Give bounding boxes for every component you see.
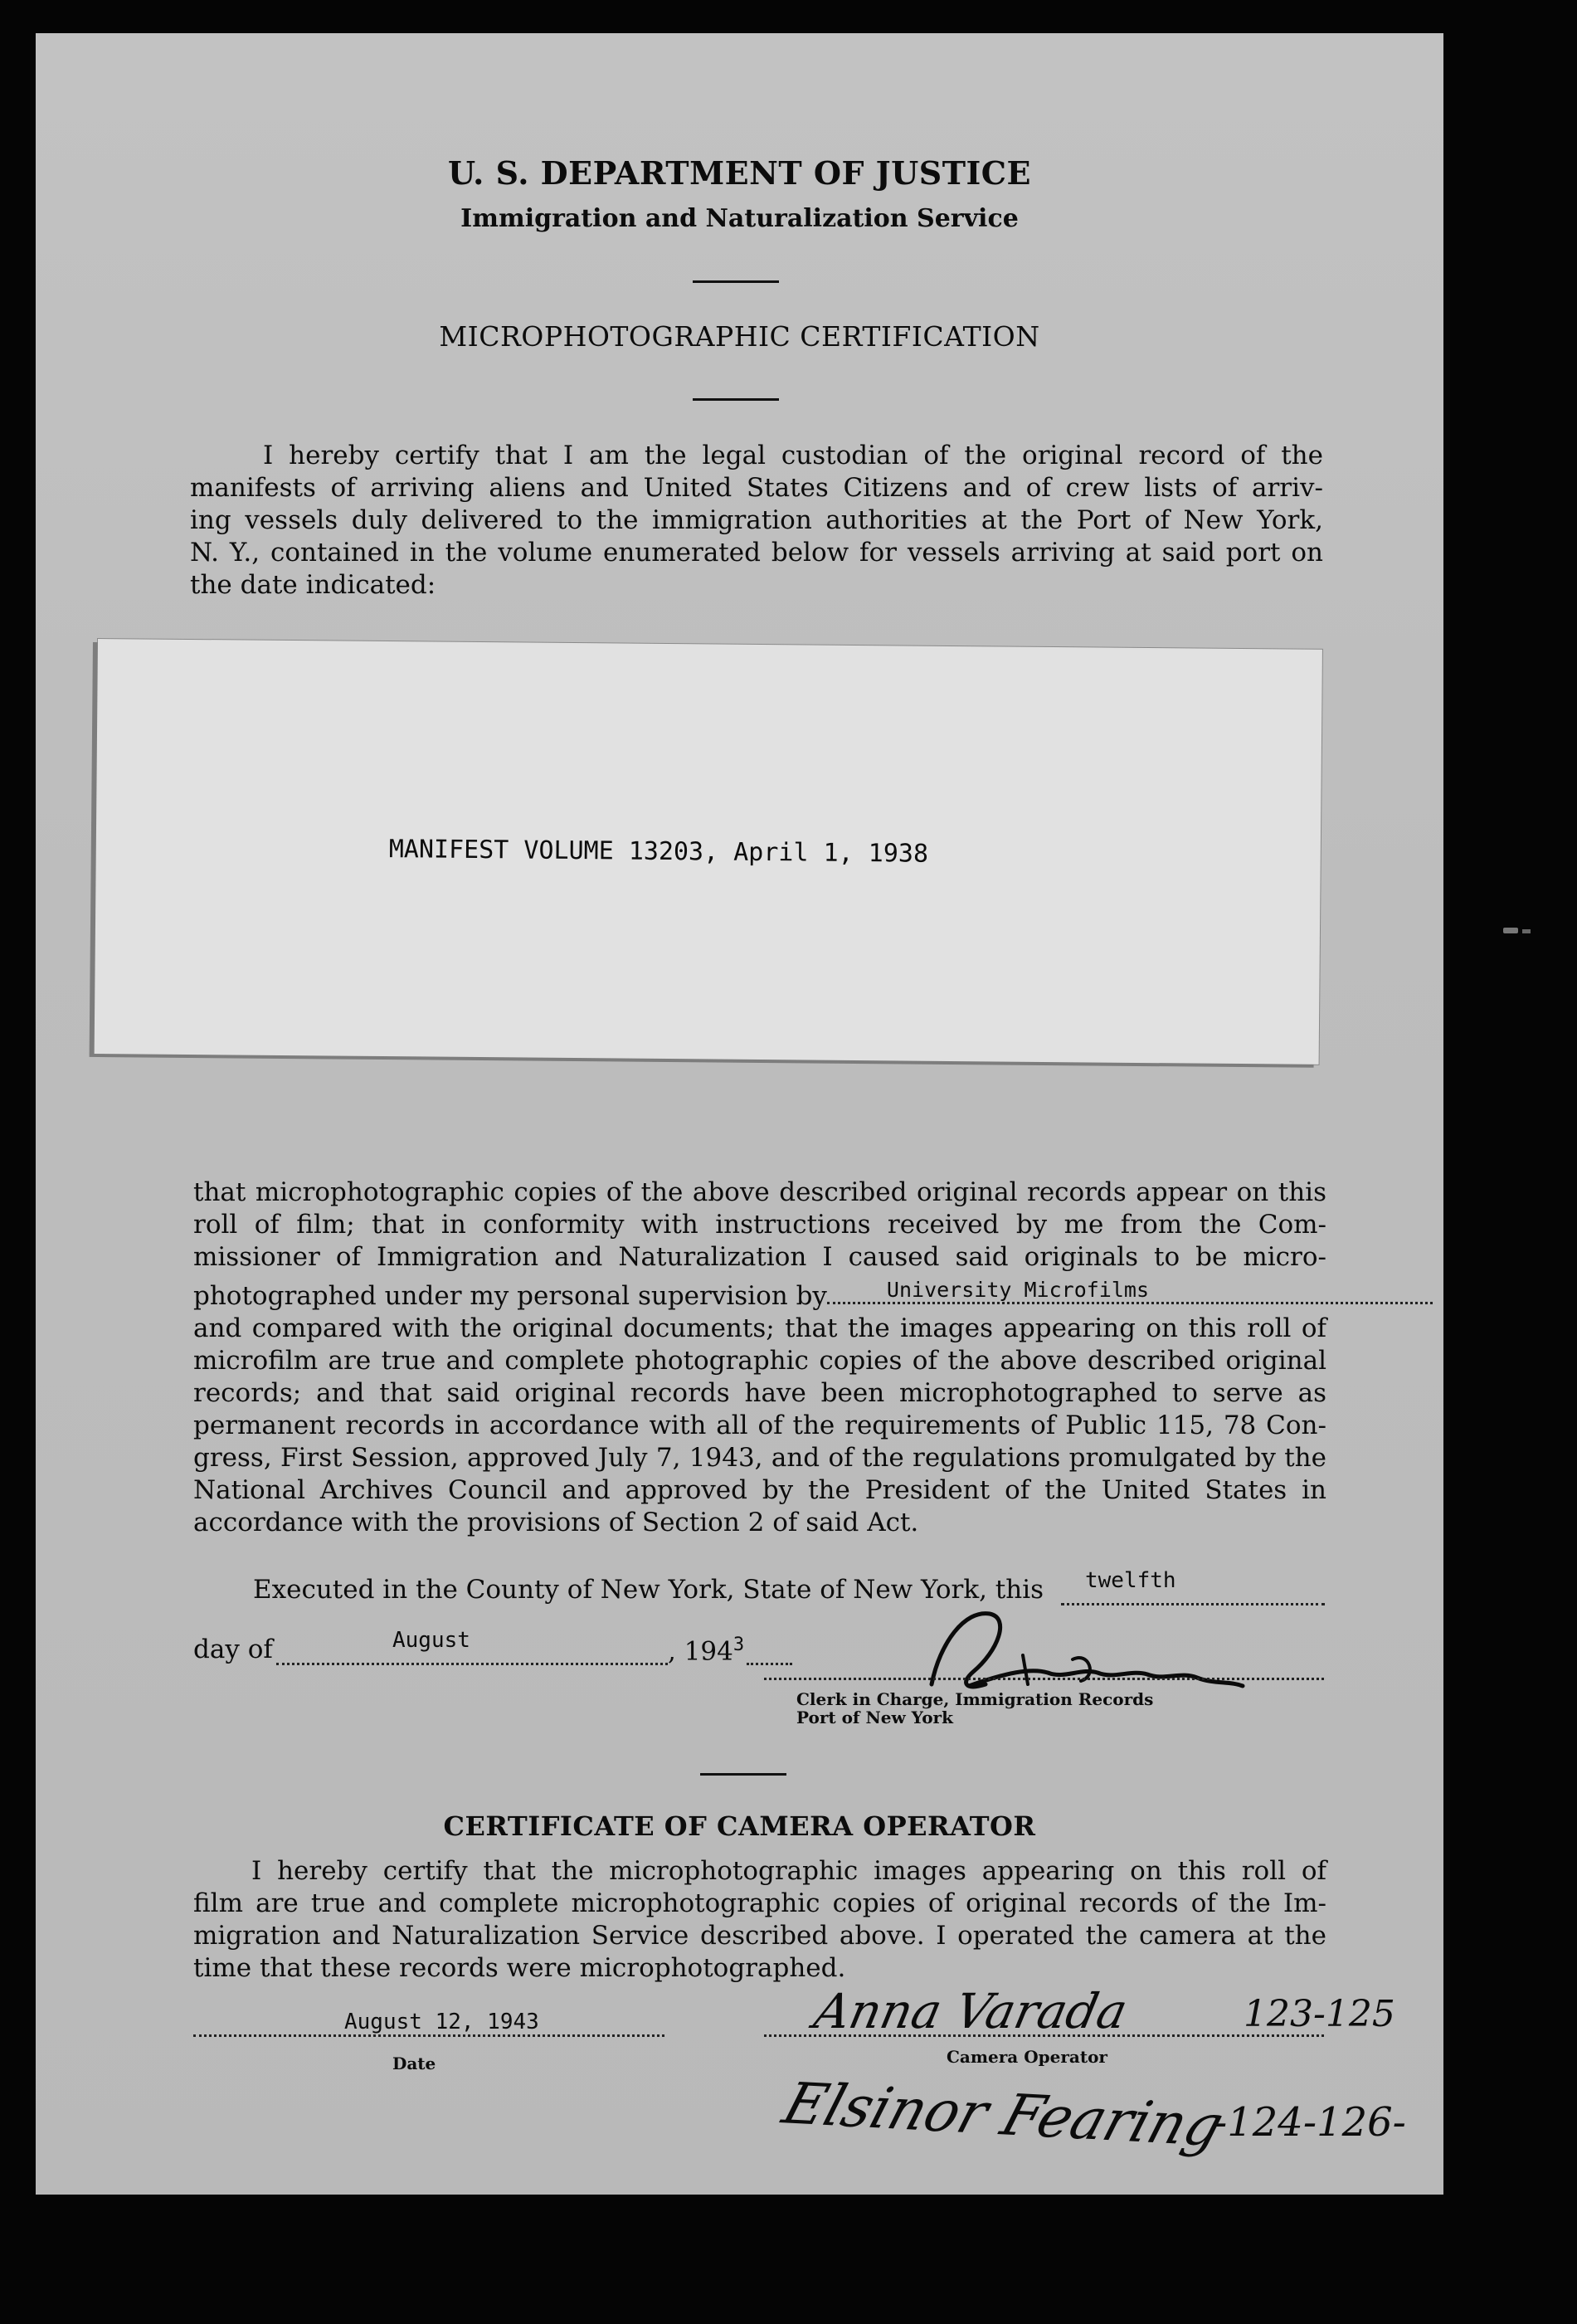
camera-date-value: August 12, 1943 bbox=[344, 2010, 539, 2034]
body-line: that microphotographic copies of the above described original records appear on this bbox=[193, 1177, 1326, 1207]
film-speck bbox=[1503, 928, 1518, 933]
camera-date-label: Date bbox=[392, 2054, 436, 2073]
supervision-prefix: photographed under my personal supervision by bbox=[193, 1281, 827, 1311]
body-line: and compared with the original documents; that the images appearing on this roll of bbox=[193, 1313, 1326, 1343]
executed-day-value: twelfth bbox=[1085, 1568, 1176, 1593]
executed-prefix: Executed in the County of New York, State of New York, this bbox=[253, 1575, 1044, 1605]
body-line: permanent records in accordance with all of the requirements of Public 115, 78 Con- bbox=[193, 1410, 1326, 1440]
body-line: missioner of Immigration and Naturalization I caused said originals to be micro- bbox=[193, 1242, 1326, 1272]
body-line: records; and that said original records have been microphotographed to serve as bbox=[193, 1378, 1326, 1408]
certification-paragraph bbox=[193, 1177, 1326, 1539]
supervision-by-value: University Microfilms bbox=[886, 1278, 1149, 1302]
intro-line: N. Y., contained in the volume enumerated below for vessels arriving at said port on bbox=[190, 538, 1323, 568]
day-of-label: day of bbox=[193, 1635, 273, 1664]
year-digit: 3 bbox=[733, 1635, 745, 1655]
intro-line: manifests of arriving aliens and United States Citizens and of crew lists of arriv- bbox=[190, 473, 1323, 503]
certificate-paper bbox=[36, 33, 1443, 2195]
film-speck bbox=[1522, 929, 1531, 933]
heading-divider bbox=[693, 280, 779, 283]
month-value: August bbox=[392, 1628, 470, 1653]
month-fill-line bbox=[276, 1638, 668, 1665]
body-line: accordance with the provisions of Section 2 of said Act. bbox=[193, 1508, 919, 1537]
body-line: roll of film; that in conformity with instructions received by me from the Com- bbox=[193, 1210, 1326, 1240]
camera-operator-line bbox=[764, 2033, 1324, 2037]
camera-operator-label: Camera Operator bbox=[947, 2047, 1107, 2067]
title-divider bbox=[693, 398, 779, 401]
camera-line: migration and Naturalization Service described above. I operated the camera at the bbox=[193, 1921, 1326, 1951]
camera-line: time that these records were microphotographed. bbox=[193, 1953, 846, 1983]
supervision-fill-line bbox=[827, 1280, 1433, 1304]
year-text bbox=[668, 1635, 744, 1666]
camera-line: I hereby certify that the microphotographic images appearing on this roll of bbox=[251, 1856, 1326, 1886]
year-fill-line bbox=[747, 1638, 792, 1665]
section-divider bbox=[700, 1773, 786, 1776]
second-operator-signature: Elsinor Fearing bbox=[775, 2071, 1231, 2160]
clerk-signature-line bbox=[764, 1676, 1324, 1680]
camera-operator-signature: Anna Varada bbox=[809, 1983, 1132, 2039]
clerk-title-line2: Port of New York bbox=[796, 1708, 953, 1727]
manifest-volume-label: MANIFEST VOLUME 13203, April 1, 1938 bbox=[388, 835, 929, 869]
body-line: National Archives Council and approved by the President of the United States in bbox=[193, 1475, 1326, 1505]
body-line: gress, First Session, approved July 7, 1943, and of the regulations promulgated by the bbox=[193, 1443, 1326, 1473]
agency-heading: U. S. DEPARTMENT OF JUSTICE bbox=[448, 154, 1031, 192]
intro-paragraph bbox=[190, 440, 1323, 602]
service-subheading: Immigration and Naturalization Service bbox=[460, 204, 1019, 233]
intro-line: ing vessels duly delivered to the immigration authorities at the Port of New York, bbox=[190, 505, 1323, 535]
camera-line: film are true and complete microphotographic copies of original records of the Im- bbox=[193, 1888, 1326, 1918]
year-prefix: , 194 bbox=[668, 1636, 733, 1667]
camera-date-line bbox=[193, 2033, 664, 2037]
intro-line: the date indicated: bbox=[190, 570, 436, 600]
intro-line: I hereby certify that I am the legal custodian of the original record of the bbox=[263, 441, 1323, 470]
clerk-title-line1: Clerk in Charge, Immigration Records bbox=[796, 1689, 1154, 1709]
inserted-volume-slip bbox=[95, 639, 1322, 1065]
form-title: MICROPHOTOGRAPHIC CERTIFICATION bbox=[439, 320, 1040, 353]
camera-operator-numbers: 123-125 bbox=[1244, 1993, 1395, 2035]
camera-paragraph bbox=[193, 1855, 1326, 1985]
camera-section-title: CERTIFICATE OF CAMERA OPERATOR bbox=[443, 1810, 1036, 1842]
body-line: microfilm are true and complete photographic copies of the above described original bbox=[193, 1346, 1326, 1376]
supervision-line bbox=[193, 1280, 1326, 1313]
second-operator-numbers: -124-126- bbox=[1214, 2099, 1406, 2146]
